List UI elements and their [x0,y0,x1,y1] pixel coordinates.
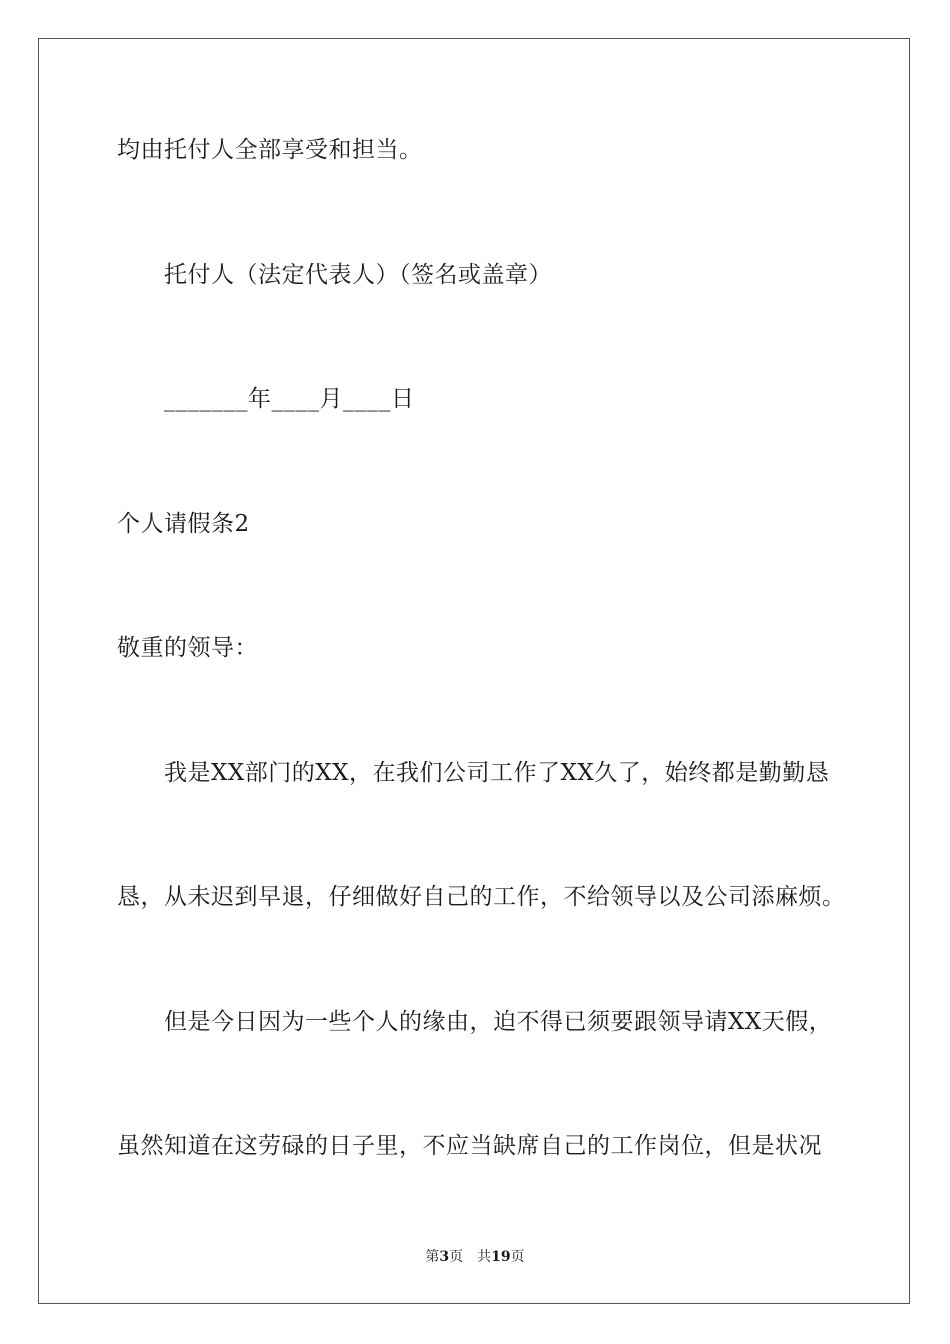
salutation: 敬重的领导： [117,635,258,661]
page-prefix: 第 [425,1249,440,1265]
text-line-2-signature: 托付人（法定代表人）（签名或盖章） [164,262,552,288]
total-prefix: 共 [477,1249,492,1265]
page-total: 19 [491,1249,511,1265]
text-line-3-date: _______年____月____日 [164,386,415,412]
total-suffix: 页 [510,1249,525,1265]
page-current: 3 [439,1249,450,1265]
page-border [38,38,910,1304]
body-line-3: 但是今日因为一些个人的缘由，迫不得已须要跟领导请XX天假， [164,1009,833,1035]
body-line-1: 我是XX部门的XX，在我们公司工作了XX久了，始终都是勤勤恳 [164,760,830,786]
text-line-1: 均由托付人全部享受和担当。 [117,137,423,163]
section-heading: 个人请假条2 [117,511,250,537]
body-line-2: 恳，从未迟到早退，仔细做好自己的工作，不给领导以及公司添麻烦。 [117,884,846,910]
body-line-4: 虽然知道在这劳碌的日子里，不应当缺席自己的工作岗位，但是状况 [117,1133,822,1159]
page-suffix: 页 [449,1249,464,1265]
page-footer [0,1248,950,1266]
